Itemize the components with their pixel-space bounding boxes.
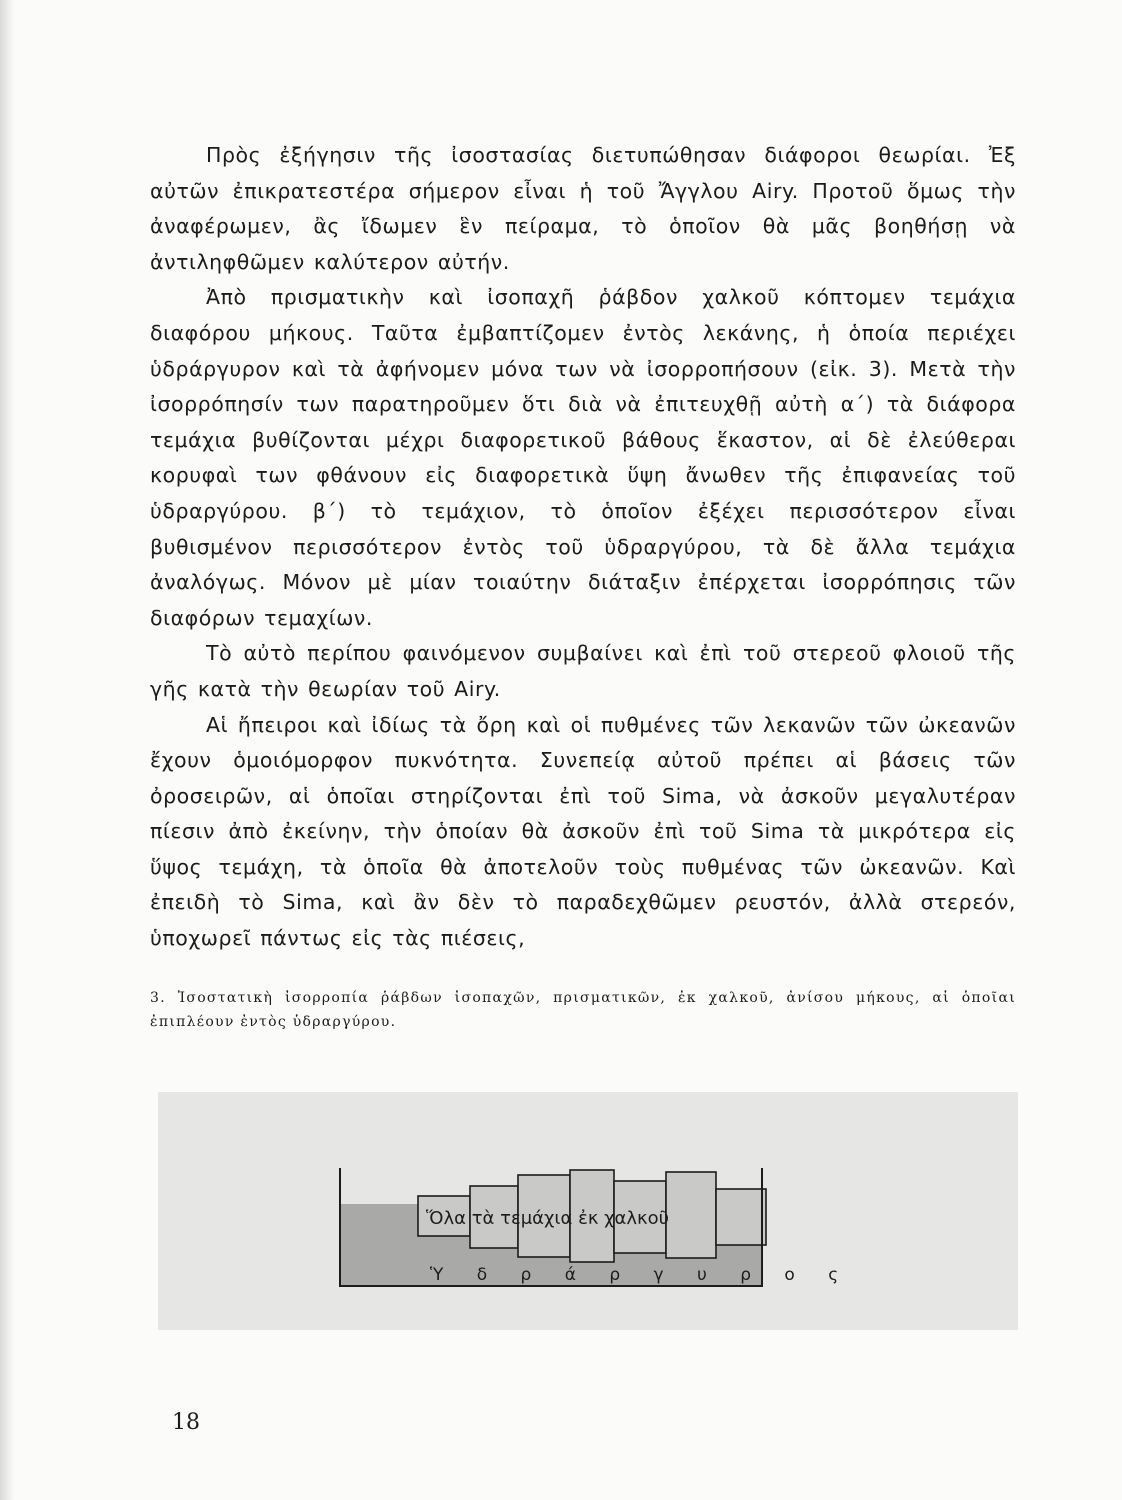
blocks-label: Ὅλα τὰ τεμάχια ἐκ χαλκοῦ — [426, 1208, 670, 1229]
figure-isostasy-diagram — [158, 1092, 1018, 1330]
figure-caption: 3. Ἰσοστατικὴ ἰσορροπία ῥάβδων ἰσοπαχῶν, πρισματικῶν, ἐκ χαλκοῦ, ἀνίσου μήκους, αἱ ὁποῖαι ἐπιπλέουν ἐντὸς ὑδραργύρου. — [150, 990, 1016, 1030]
body-text — [150, 138, 1016, 957]
paragraph-1: Πρὸς ἐξήγησιν τῆς ἰσοστασίας διετυπώθησαν διάφοροι θεωρίαι. Ἐξ αὐτῶν ἐπικρατεστέρα σήμερον εἶναι ἡ τοῦ Ἄγγλου Airy. Προτοῦ ὅμως τὴν ἀναφέρωμεν, ἂς ἴδωμεν ἓν πείραμα, τὸ ὁποῖον θὰ μᾶς βοηθήσῃ νὰ ἀντιληφθῶμεν καλύτερον αὐτήν. — [150, 143, 1016, 274]
page-spine-shadow — [0, 0, 14, 1500]
copper-block-6 — [666, 1172, 716, 1258]
paragraph-4: Αἱ ἤπειροι καὶ ἰδίως τὰ ὄρη καὶ οἱ πυθμένες τῶν λεκανῶν τῶν ὠκεανῶν ἔχουν ὁμοιόμορφον πυκνότητα. Συνεπείᾳ αὐτοῦ πρέπει αἱ βάσεις τῶν ὀροσειρῶν, αἱ ὁποῖαι στηρίζονται ἐπὶ τοῦ Sima, νὰ ἀσκοῦν μεγαλυτέραν πίεσιν ἀπὸ ἐκείνην, τὴν ὁποίαν θὰ ἀσκοῦν ἐπὶ τοῦ Sima τὰ μικρότερα εἰς ὕψος τεμάχη, τὰ ὁποῖα θὰ ἀποτελοῦν τοὺς πυθμένας τῶν ὠκεανῶν. Καὶ ἐπειδὴ τὸ Sima, καὶ ἂν δὲν τὸ παραδεχθῶμεν ρευστόν, ἀλλὰ στερεόν, ὑποχωρεῖ πάντως εἰς τὰς πιέσεις, — [150, 712, 1016, 951]
figure-svg — [158, 1092, 1018, 1330]
paragraph-2: Ἀπὸ πρισματικὴν καὶ ἰσοπαχῆ ῥάβδον χαλκοῦ κόπτομεν τεμάχια διαφόρου μήκους. Ταῦτα ἐμβαπτίζομεν ἐντὸς λεκάνης, ἡ ὁποία περιέχει ὑδράργυρον καὶ τὰ ἀφήνομεν μόνα των νὰ ἰσορροπήσουν (εἰκ. 3). Μετὰ τὴν ἰσορρόπησίν των παρατηροῦμεν ὅτι διὰ νὰ ἐπιτευχθῇ αὐτὴ α΄) τὰ διάφορα τεμάχια βυθίζονται μέχρι διαφορετικοῦ βάθους ἕκαστον, αἱ δὲ ἐλεύθεραι κορυφαὶ των φθάνουν εἰς διαφορετικὰ ὕψη ἄνωθεν τῆς ἐπιφανείας τοῦ ὑδραργύρου. β΄) τὸ τεμάχιον, τὸ ὁποῖον ἐξέχει περισσότερον εἶναι βυθισμένον περισσότερον ἐντὸς τοῦ ὑδραργύρου, τὰ δὲ ἄλλα τεμάχια ἀναλόγως. Μόνον μὲ μίαν τοιαύτην διάταξιν ἐπέρχεται ἰσορρόπησις τῶν διαφόρων τεμαχίων. — [150, 285, 1016, 630]
paragraph-3: Τὸ αὐτὸ περίπου φαινόμενον συμβαίνει καὶ ἐπὶ τοῦ στερεοῦ φλοιοῦ τῆς γῆς κατὰ τὴν θεωρίαν τοῦ Airy. — [150, 641, 1016, 701]
mercury-label: Ὑ δ ρ ά ρ γ υ ρ ο ς — [430, 1265, 853, 1285]
copper-block-7 — [716, 1189, 766, 1245]
page-number: 18 — [172, 1410, 200, 1435]
